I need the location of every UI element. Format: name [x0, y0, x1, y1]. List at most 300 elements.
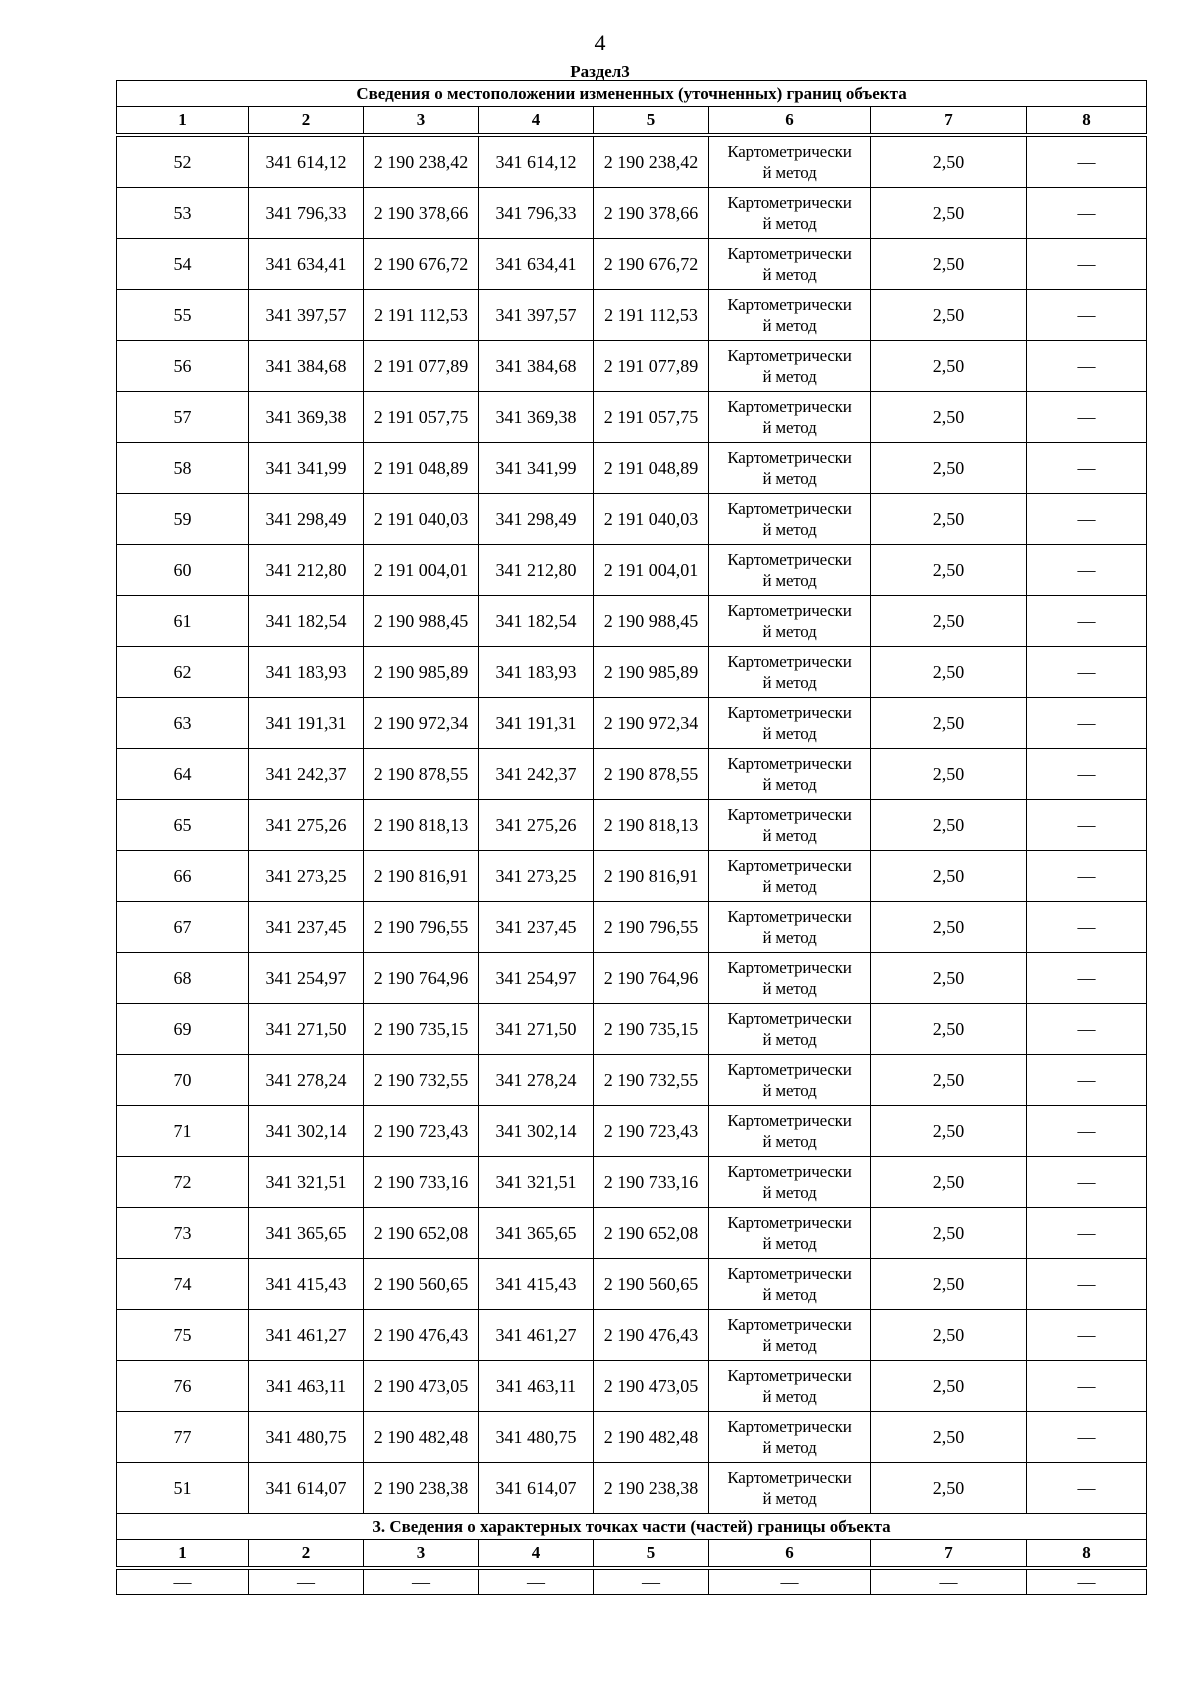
y-coordinate-new-cell: 2 191 112,53	[594, 290, 709, 341]
table-row	[117, 239, 1147, 290]
y-coordinate-cell: 2 191 048,89	[364, 443, 479, 494]
point-number-cell: 65	[117, 800, 249, 851]
table-row	[117, 1568, 1147, 1595]
x-coordinate-cell: 341 796,33	[249, 188, 364, 239]
method-line-2: й метод	[762, 877, 817, 896]
table1-column-numbers	[117, 107, 1147, 136]
x-coordinate-new-cell: 341 298,49	[479, 494, 594, 545]
page-number: 4	[594, 30, 606, 55]
x-coordinate-cell: 341 463,11	[249, 1361, 364, 1412]
y-coordinate-cell: 2 190 733,16	[364, 1157, 479, 1208]
point-number-cell: 75	[117, 1310, 249, 1361]
precision-cell: 2,50	[871, 1412, 1027, 1463]
column-number-header: 8	[1027, 1540, 1147, 1569]
method-line-1: Картометрически	[727, 1111, 852, 1130]
table-row	[117, 1055, 1147, 1106]
column-number-header: 2	[249, 107, 364, 136]
x-coordinate-new-cell: 341 614,07	[479, 1463, 594, 1514]
table-row	[117, 341, 1147, 392]
x-coordinate-new-cell: 341 242,37	[479, 749, 594, 800]
table-row	[117, 1004, 1147, 1055]
x-coordinate-new-cell: 341 365,65	[479, 1208, 594, 1259]
precision-cell: 2,50	[871, 392, 1027, 443]
precision-cell: 2,50	[871, 902, 1027, 953]
table-row	[117, 1310, 1147, 1361]
y-coordinate-new-cell: 2 190 476,43	[594, 1310, 709, 1361]
method-line-2: й метод	[762, 1438, 817, 1457]
precision-cell: 2,50	[871, 1157, 1027, 1208]
point-number-cell: 62	[117, 647, 249, 698]
x-coordinate-cell: 341 183,93	[249, 647, 364, 698]
x-coordinate-new-cell: 341 415,43	[479, 1259, 594, 1310]
method-cell	[709, 1106, 871, 1157]
point-number-cell: 63	[117, 698, 249, 749]
table-row	[117, 1157, 1147, 1208]
x-coordinate-cell: 341 237,45	[249, 902, 364, 953]
precision-cell: 2,50	[871, 1106, 1027, 1157]
description-cell: —	[1027, 135, 1147, 188]
method-line-1: Картометрически	[727, 346, 852, 365]
x-coordinate-new-cell: 341 341,99	[479, 443, 594, 494]
method-line-1: Картометрически	[727, 142, 852, 161]
method-cell	[709, 545, 871, 596]
y-coordinate-new-cell: 2 191 004,01	[594, 545, 709, 596]
y-coordinate-cell: 2 190 723,43	[364, 1106, 479, 1157]
precision-cell: 2,50	[871, 290, 1027, 341]
y-coordinate-cell: 2 190 676,72	[364, 239, 479, 290]
column-number-header: 1	[117, 1540, 249, 1569]
point-number-cell: 77	[117, 1412, 249, 1463]
y-coordinate-new-cell: 2 190 818,13	[594, 800, 709, 851]
method-line-1: Картометрически	[727, 550, 852, 569]
point-number-cell: 67	[117, 902, 249, 953]
description-cell: —	[1027, 1259, 1147, 1310]
x-coordinate-new-cell: 341 182,54	[479, 596, 594, 647]
table-row	[117, 392, 1147, 443]
precision-cell: 2,50	[871, 1004, 1027, 1055]
column-number-header: 4	[479, 1540, 594, 1569]
x-coordinate-new-cell: 341 796,33	[479, 188, 594, 239]
precision-cell: 2,50	[871, 647, 1027, 698]
x-coordinate-cell: 341 365,65	[249, 1208, 364, 1259]
method-cell	[709, 1259, 871, 1310]
precision-cell: 2,50	[871, 341, 1027, 392]
y-coordinate-new-cell: 2 190 732,55	[594, 1055, 709, 1106]
precision-cell: 2,50	[871, 1361, 1027, 1412]
description-cell: —	[1027, 392, 1147, 443]
point-number-cell: 72	[117, 1157, 249, 1208]
method-line-2: й метод	[762, 367, 817, 386]
y-coordinate-new-cell: 2 190 378,66	[594, 188, 709, 239]
description-cell: —	[1027, 1310, 1147, 1361]
method-line-1: Картометрически	[727, 601, 852, 620]
y-coordinate-new-cell: 2 190 560,65	[594, 1259, 709, 1310]
y-coordinate-cell: 2 191 004,01	[364, 545, 479, 596]
point-number-cell: 54	[117, 239, 249, 290]
x-coordinate-cell: 341 634,41	[249, 239, 364, 290]
y-coordinate-cell: 2 190 238,38	[364, 1463, 479, 1514]
y-coordinate-cell: 2 191 057,75	[364, 392, 479, 443]
column-number-header: 5	[594, 1540, 709, 1569]
description-cell: —	[1027, 443, 1147, 494]
table-row	[117, 953, 1147, 1004]
x-coordinate-cell: 341 302,14	[249, 1106, 364, 1157]
method-line-2: й метод	[762, 163, 817, 182]
method-line-2: й метод	[762, 571, 817, 590]
y-coordinate-new-cell: 2 190 482,48	[594, 1412, 709, 1463]
x-coordinate-new-cell: 341 634,41	[479, 239, 594, 290]
y-coordinate-new-cell: 2 190 652,08	[594, 1208, 709, 1259]
method-line-1: Картометрически	[727, 1468, 852, 1487]
empty-cell: —	[249, 1568, 364, 1595]
method-cell	[709, 1361, 871, 1412]
y-coordinate-cell: 2 190 482,48	[364, 1412, 479, 1463]
method-cell	[709, 1412, 871, 1463]
column-number-header: 7	[871, 107, 1027, 136]
table-row	[117, 1412, 1147, 1463]
empty-cell: —	[871, 1568, 1027, 1595]
method-cell	[709, 341, 871, 392]
precision-cell: 2,50	[871, 596, 1027, 647]
y-coordinate-cell: 2 191 077,89	[364, 341, 479, 392]
description-cell: —	[1027, 1208, 1147, 1259]
table-row	[117, 494, 1147, 545]
y-coordinate-new-cell: 2 190 816,91	[594, 851, 709, 902]
point-number-cell: 74	[117, 1259, 249, 1310]
table1-title: Сведения о местоположении измененных (уточненных) границ объекта	[117, 81, 1147, 107]
description-cell: —	[1027, 1463, 1147, 1514]
column-number-header: 8	[1027, 107, 1147, 136]
method-cell	[709, 698, 871, 749]
method-line-1: Картометрически	[727, 1060, 852, 1079]
x-coordinate-cell: 341 341,99	[249, 443, 364, 494]
table-row	[117, 1208, 1147, 1259]
method-line-1: Картометрически	[727, 907, 852, 926]
point-number-cell: 55	[117, 290, 249, 341]
y-coordinate-new-cell: 2 190 972,34	[594, 698, 709, 749]
table-row	[117, 1259, 1147, 1310]
method-line-2: й метод	[762, 1132, 817, 1151]
x-coordinate-cell: 341 191,31	[249, 698, 364, 749]
x-coordinate-new-cell: 341 254,97	[479, 953, 594, 1004]
precision-cell: 2,50	[871, 188, 1027, 239]
y-coordinate-cell: 2 190 473,05	[364, 1361, 479, 1412]
point-number-cell: 59	[117, 494, 249, 545]
empty-cell: —	[364, 1568, 479, 1595]
table-row	[117, 647, 1147, 698]
table-row	[117, 188, 1147, 239]
method-cell	[709, 596, 871, 647]
point-number-cell: 70	[117, 1055, 249, 1106]
y-coordinate-cell: 2 190 818,13	[364, 800, 479, 851]
y-coordinate-cell: 2 190 560,65	[364, 1259, 479, 1310]
y-coordinate-cell: 2 190 985,89	[364, 647, 479, 698]
x-coordinate-new-cell: 341 321,51	[479, 1157, 594, 1208]
y-coordinate-new-cell: 2 191 057,75	[594, 392, 709, 443]
description-cell: —	[1027, 749, 1147, 800]
method-cell	[709, 1208, 871, 1259]
table-row	[117, 596, 1147, 647]
point-number-cell: 58	[117, 443, 249, 494]
method-line-2: й метод	[762, 214, 817, 233]
description-cell: —	[1027, 1055, 1147, 1106]
column-number-header: 5	[594, 107, 709, 136]
description-cell: —	[1027, 953, 1147, 1004]
method-line-2: й метод	[762, 1489, 817, 1508]
point-number-cell: 71	[117, 1106, 249, 1157]
empty-cell: —	[709, 1568, 871, 1595]
precision-cell: 2,50	[871, 1208, 1027, 1259]
y-coordinate-new-cell: 2 190 238,38	[594, 1463, 709, 1514]
table-row	[117, 1463, 1147, 1514]
empty-cell: —	[594, 1568, 709, 1595]
method-cell	[709, 443, 871, 494]
x-coordinate-cell: 341 254,97	[249, 953, 364, 1004]
precision-cell: 2,50	[871, 135, 1027, 188]
x-coordinate-cell: 341 480,75	[249, 1412, 364, 1463]
x-coordinate-cell: 341 384,68	[249, 341, 364, 392]
x-coordinate-new-cell: 341 271,50	[479, 1004, 594, 1055]
table-body	[117, 81, 1147, 1595]
precision-cell: 2,50	[871, 953, 1027, 1004]
x-coordinate-new-cell: 341 212,80	[479, 545, 594, 596]
column-number-header: 6	[709, 107, 871, 136]
y-coordinate-new-cell: 2 190 764,96	[594, 953, 709, 1004]
description-cell: —	[1027, 647, 1147, 698]
column-number-header: 1	[117, 107, 249, 136]
point-number-cell: 52	[117, 135, 249, 188]
x-coordinate-new-cell: 341 273,25	[479, 851, 594, 902]
table2-title: 3. Сведения о характерных точках части (частей) границы объекта	[117, 1514, 1147, 1540]
empty-cell: —	[479, 1568, 594, 1595]
x-coordinate-cell: 341 461,27	[249, 1310, 364, 1361]
description-cell: —	[1027, 1004, 1147, 1055]
method-line-1: Картометрически	[727, 703, 852, 722]
y-coordinate-cell: 2 190 878,55	[364, 749, 479, 800]
method-cell	[709, 800, 871, 851]
y-coordinate-new-cell: 2 190 796,55	[594, 902, 709, 953]
x-coordinate-new-cell: 341 461,27	[479, 1310, 594, 1361]
method-cell	[709, 1157, 871, 1208]
method-line-2: й метод	[762, 1030, 817, 1049]
x-coordinate-cell: 341 273,25	[249, 851, 364, 902]
y-coordinate-cell: 2 190 988,45	[364, 596, 479, 647]
y-coordinate-cell: 2 190 796,55	[364, 902, 479, 953]
table-row	[117, 749, 1147, 800]
point-number-cell: 60	[117, 545, 249, 596]
method-line-1: Картометрически	[727, 1366, 852, 1385]
y-coordinate-cell: 2 190 378,66	[364, 188, 479, 239]
method-cell	[709, 290, 871, 341]
method-line-1: Картометрически	[727, 193, 852, 212]
y-coordinate-new-cell: 2 191 077,89	[594, 341, 709, 392]
section-title: Раздел3	[570, 62, 630, 81]
x-coordinate-cell: 341 275,26	[249, 800, 364, 851]
table-row	[117, 1106, 1147, 1157]
method-line-2: й метод	[762, 265, 817, 284]
y-coordinate-cell: 2 191 040,03	[364, 494, 479, 545]
method-line-1: Картометрически	[727, 1315, 852, 1334]
precision-cell: 2,50	[871, 443, 1027, 494]
method-line-1: Картометрически	[727, 244, 852, 263]
method-cell	[709, 953, 871, 1004]
x-coordinate-cell: 341 278,24	[249, 1055, 364, 1106]
x-coordinate-new-cell: 341 397,57	[479, 290, 594, 341]
y-coordinate-cell: 2 190 652,08	[364, 1208, 479, 1259]
table-row	[117, 800, 1147, 851]
method-cell	[709, 902, 871, 953]
method-line-1: Картометрически	[727, 652, 852, 671]
y-coordinate-new-cell: 2 190 238,42	[594, 135, 709, 188]
method-cell	[709, 392, 871, 443]
method-line-2: й метод	[762, 1336, 817, 1355]
y-coordinate-new-cell: 2 190 723,43	[594, 1106, 709, 1157]
y-coordinate-new-cell: 2 191 040,03	[594, 494, 709, 545]
method-line-2: й метод	[762, 1081, 817, 1100]
y-coordinate-cell: 2 190 735,15	[364, 1004, 479, 1055]
column-number-header: 3	[364, 1540, 479, 1569]
point-number-cell: 64	[117, 749, 249, 800]
x-coordinate-new-cell: 341 614,12	[479, 135, 594, 188]
column-number-header: 6	[709, 1540, 871, 1569]
table-row	[117, 851, 1147, 902]
method-line-2: й метод	[762, 469, 817, 488]
method-line-1: Картометрически	[727, 754, 852, 773]
method-cell	[709, 1310, 871, 1361]
method-line-1: Картометрически	[727, 856, 852, 875]
table-row	[117, 902, 1147, 953]
x-coordinate-new-cell: 341 369,38	[479, 392, 594, 443]
method-line-2: й метод	[762, 622, 817, 641]
table-row	[117, 290, 1147, 341]
table-row	[117, 698, 1147, 749]
x-coordinate-cell: 341 614,12	[249, 135, 364, 188]
precision-cell: 2,50	[871, 239, 1027, 290]
x-coordinate-new-cell: 341 463,11	[479, 1361, 594, 1412]
method-cell	[709, 239, 871, 290]
point-number-cell: 66	[117, 851, 249, 902]
precision-cell: 2,50	[871, 494, 1027, 545]
y-coordinate-cell: 2 190 816,91	[364, 851, 479, 902]
method-line-2: й метод	[762, 826, 817, 845]
table-row	[117, 1361, 1147, 1412]
method-line-2: й метод	[762, 1387, 817, 1406]
y-coordinate-cell: 2 190 476,43	[364, 1310, 479, 1361]
coordinates-table	[116, 80, 1147, 1595]
point-number-cell: 56	[117, 341, 249, 392]
precision-cell: 2,50	[871, 800, 1027, 851]
description-cell: —	[1027, 902, 1147, 953]
y-coordinate-new-cell: 2 190 473,05	[594, 1361, 709, 1412]
method-line-1: Картометрически	[727, 1264, 852, 1283]
x-coordinate-cell: 341 242,37	[249, 749, 364, 800]
x-coordinate-new-cell: 341 237,45	[479, 902, 594, 953]
y-coordinate-new-cell: 2 190 988,45	[594, 596, 709, 647]
method-cell	[709, 135, 871, 188]
y-coordinate-new-cell: 2 190 733,16	[594, 1157, 709, 1208]
y-coordinate-new-cell: 2 190 985,89	[594, 647, 709, 698]
point-number-cell: 68	[117, 953, 249, 1004]
method-line-1: Картометрически	[727, 397, 852, 416]
method-cell	[709, 749, 871, 800]
description-cell: —	[1027, 1412, 1147, 1463]
column-number-header: 3	[364, 107, 479, 136]
column-number-header: 4	[479, 107, 594, 136]
method-cell	[709, 1463, 871, 1514]
x-coordinate-new-cell: 341 480,75	[479, 1412, 594, 1463]
y-coordinate-cell: 2 191 112,53	[364, 290, 479, 341]
point-number-cell: 61	[117, 596, 249, 647]
method-line-1: Картометрически	[727, 295, 852, 314]
method-cell	[709, 647, 871, 698]
method-cell	[709, 1004, 871, 1055]
method-line-1: Картометрически	[727, 805, 852, 824]
method-line-2: й метод	[762, 979, 817, 998]
method-line-2: й метод	[762, 673, 817, 692]
method-cell	[709, 188, 871, 239]
precision-cell: 2,50	[871, 545, 1027, 596]
y-coordinate-cell: 2 190 732,55	[364, 1055, 479, 1106]
method-line-2: й метод	[762, 928, 817, 947]
y-coordinate-new-cell: 2 190 735,15	[594, 1004, 709, 1055]
x-coordinate-cell: 341 415,43	[249, 1259, 364, 1310]
method-line-1: Картометрически	[727, 1009, 852, 1028]
x-coordinate-new-cell: 341 275,26	[479, 800, 594, 851]
column-number-header: 2	[249, 1540, 364, 1569]
precision-cell: 2,50	[871, 749, 1027, 800]
x-coordinate-new-cell: 341 191,31	[479, 698, 594, 749]
table-row	[117, 545, 1147, 596]
description-cell: —	[1027, 1157, 1147, 1208]
y-coordinate-cell: 2 190 238,42	[364, 135, 479, 188]
description-cell: —	[1027, 239, 1147, 290]
method-line-2: й метод	[762, 1183, 817, 1202]
y-coordinate-new-cell: 2 191 048,89	[594, 443, 709, 494]
x-coordinate-cell: 341 182,54	[249, 596, 364, 647]
description-cell: —	[1027, 800, 1147, 851]
description-cell: —	[1027, 290, 1147, 341]
precision-cell: 2,50	[871, 1259, 1027, 1310]
x-coordinate-new-cell: 341 183,93	[479, 647, 594, 698]
method-line-2: й метод	[762, 1234, 817, 1253]
method-line-2: й метод	[762, 316, 817, 335]
x-coordinate-cell: 341 369,38	[249, 392, 364, 443]
description-cell: —	[1027, 188, 1147, 239]
precision-cell: 2,50	[871, 1310, 1027, 1361]
x-coordinate-cell: 341 212,80	[249, 545, 364, 596]
table2-title-row	[117, 1514, 1147, 1540]
table-row	[117, 443, 1147, 494]
x-coordinate-new-cell: 341 384,68	[479, 341, 594, 392]
precision-cell: 2,50	[871, 1463, 1027, 1514]
point-number-cell: 73	[117, 1208, 249, 1259]
method-cell	[709, 494, 871, 545]
method-line-1: Картометрически	[727, 1162, 852, 1181]
x-coordinate-new-cell: 341 278,24	[479, 1055, 594, 1106]
y-coordinate-new-cell: 2 190 676,72	[594, 239, 709, 290]
description-cell: —	[1027, 596, 1147, 647]
x-coordinate-cell: 341 397,57	[249, 290, 364, 341]
precision-cell: 2,50	[871, 851, 1027, 902]
method-line-1: Картометрически	[727, 1417, 852, 1436]
point-number-cell: 57	[117, 392, 249, 443]
x-coordinate-cell: 341 271,50	[249, 1004, 364, 1055]
method-line-1: Картометрически	[727, 499, 852, 518]
empty-cell: —	[1027, 1568, 1147, 1595]
point-number-cell: 53	[117, 188, 249, 239]
method-cell	[709, 1055, 871, 1106]
description-cell: —	[1027, 341, 1147, 392]
